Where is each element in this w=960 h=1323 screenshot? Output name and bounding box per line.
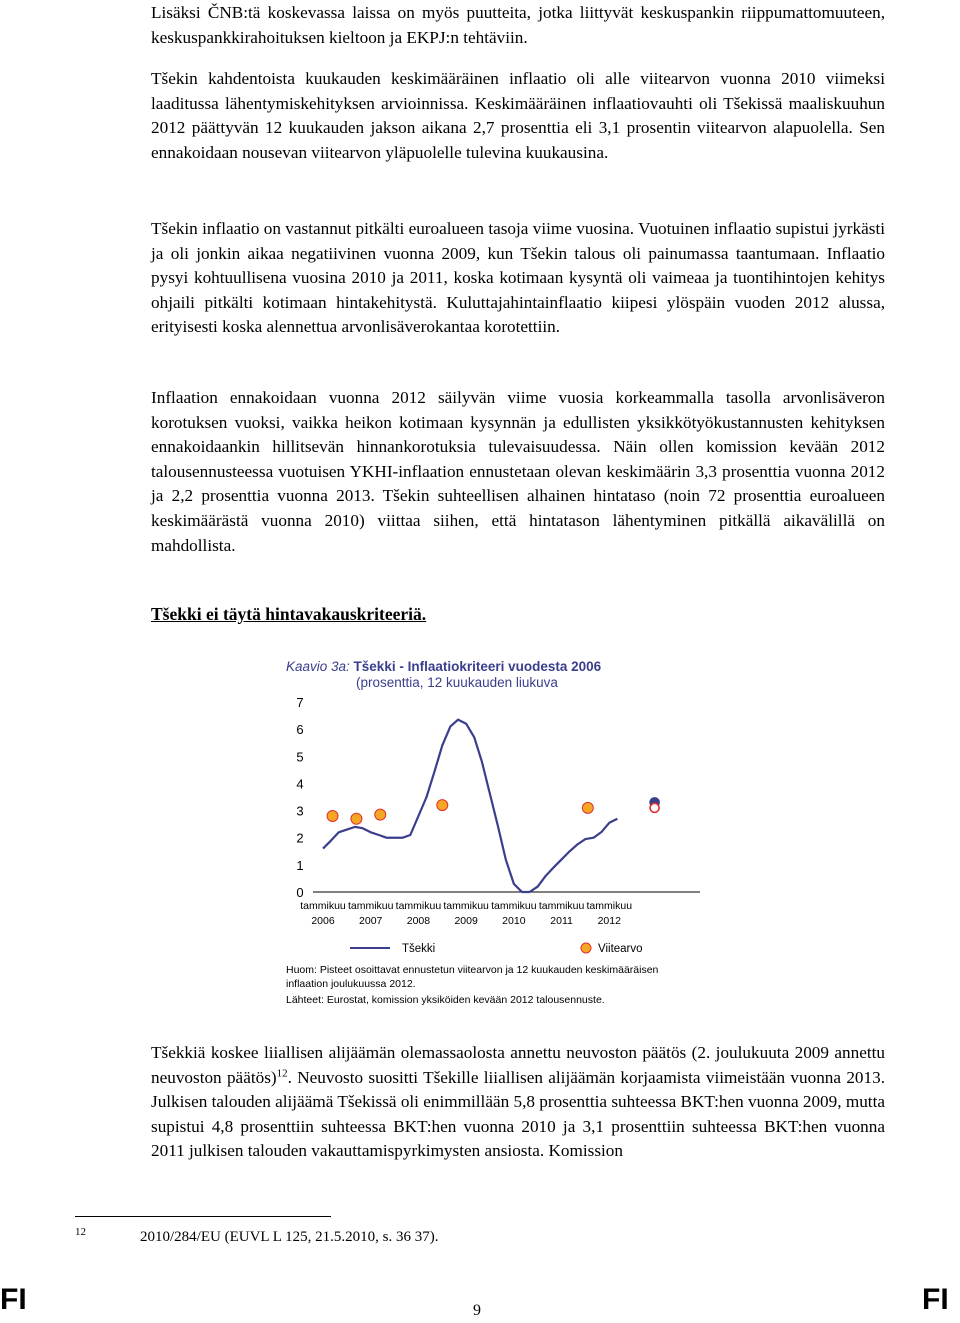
chart-svg xyxy=(280,656,700,1016)
x-tick-label: tammikuu xyxy=(300,900,346,912)
footnote-divider xyxy=(75,1216,331,1217)
x-tick-label: tammikuu xyxy=(586,900,633,912)
x-tick-label: tammikuu xyxy=(347,900,394,912)
page-number: 9 xyxy=(473,1302,481,1319)
x-tick-year: 2007 xyxy=(359,915,383,927)
paragraph-2: Tšekin kahdentoista kuukauden keskimääräinen inflaatio oli alle viitearvon vuonna 2010 viimeksi laaditussa lähentymiskehityksen arvioinnissa. Keskimääräinen inflaatiovauhti oli Tšekissä maaliskuuhun 2012 päättyvän 12 kuukauden jakson aikana 2,7 prosenttia eli 3,1 prosentin viitearvon alapuolella. Sen ennakoidaan nousevan viitearvon yläpuolelle tulevina kuukausina. xyxy=(151,69,885,162)
x-tick-year: 2006 xyxy=(311,915,335,927)
y-tick-label: 3 xyxy=(296,803,304,819)
reference-value-marker xyxy=(327,811,338,822)
language-code-right: FI xyxy=(922,1283,949,1316)
y-tick-label: 4 xyxy=(296,776,304,792)
y-tick-label: 6 xyxy=(296,722,304,738)
chart-subtitle: (prosenttia, 12 kuukauden liukuva xyxy=(356,675,558,690)
series-line-tsekki xyxy=(323,720,617,892)
chart-figure xyxy=(280,656,700,1016)
y-tick-label: 1 xyxy=(296,857,304,873)
chart-title-prefix: Kaavio 3a: xyxy=(286,659,354,674)
legend-label-viitearvo: Viitearvo xyxy=(598,943,643,955)
footnote-number: 12 xyxy=(75,1226,86,1238)
reference-value-marker xyxy=(582,802,593,813)
x-tick-year: 2012 xyxy=(597,915,621,927)
paragraph-5 xyxy=(151,1041,885,1164)
paragraph-3: Tšekin inflaatio on vastannut pitkälti euroalueen tasoja viime vuosina. Vuotuinen inflaatio supistui jyrkästi ja oli jonkin aikaa negatiivinen vuonna 2009, kun Tšekin talous oli painumassa taantumaan. Inflaatio pysyi kohtuullisena vuosina 2010 ja 2011, koska kotimaan kysyntä oli vaimeaa ja tuontihintojen kehitys ohjaili pitkälti kotimaan hintakehitystä. Kuluttajahintainflaatio kiipesi ylöspäin vuoden 2012 alussa, erityisesti koska alennettua arvonlisäverokantaa korotettiin. xyxy=(151,219,885,337)
chart-source: Lähteet: Eurostat, komission yksiköiden kevään 2012 talousennuste. xyxy=(286,994,605,1006)
paragraph-1: Lisäksi ČNB:tä koskevassa laissa on myös puutteita, jotka liittyvät keskuspankin riippumattomuuteen, keskuspankkirahoituksen kieltoon ja EKPJ:n tehtäviin. xyxy=(151,3,885,47)
x-tick-label: tammikuu xyxy=(395,900,442,912)
legend-marker-viitearvo xyxy=(581,943,591,953)
language-code-left: FI xyxy=(0,1283,27,1316)
paragraph-5-text-a: Tšekkiä koskee liiallisen alijäämän olemassaolosta annettu neuvoston päätös (2. joulukuuta 2009 annettu neuvoston päätös) xyxy=(151,1043,885,1087)
x-tick-label: tammikuu xyxy=(491,900,537,912)
paragraph-4: Inflaation ennakoidaan vuonna 2012 säilyvän viime vuosia korkeammalla tasolla arvonlisäveron korotuksen vuoksi, vaikka heikon kotimaan kysynnän ja edullisten yksikkötyökustannusten kehityksen ennakoidaankin hillitsevän hinnankorotuksia tulevaisuudessa. Näin ollen komission kevään 2012 talousennusteessa vuotuisen YKHI-inflaation ennustetaan olevan keskimäärin 3,3 prosenttia vuonna 2012 ja 2,2 prosenttia vuonna 2013. Tšekin suhteellisen alhainen hintataso (noin 72 prosenttia euroalueen keskimäärästä vuonna 2010) viittaa siihen, että hintatason lähentyminen pitkällä aikavälillä on mahdollista. xyxy=(151,388,885,555)
y-tick-label: 5 xyxy=(296,749,304,765)
paragraph-5-text-b: . Neuvosto suositti Tšekille liiallisen alijäämän korjaamista viimeistään vuonna 2013. Julkisen talouden alijäämä Tšekissä oli enimmillään 5,8 prosenttia suhteessa BKT:hen vuonna 2009, mutta supistui 4,8 prosenttiin suhteessa BKT:hen vuonna 2010 ja 3,1 prosenttiin suhteessa BKT:hen vuonna 2011 julkisen talouden vakauttamispyrkimysten ansiosta. Komission xyxy=(151,1067,885,1161)
footnote-text: 2010/284/EU (EUVL L 125, 21.5.2010, s. 36 37). xyxy=(140,1229,439,1245)
x-tick-year: 2008 xyxy=(406,915,431,927)
footnote-reference[interactable]: 12 xyxy=(276,1066,288,1079)
reference-value-marker xyxy=(351,813,362,824)
chart-note: Huom: Pisteet osoittavat ennustetun viitearvon ja 12 kuukauden keskimääräisen inflaation joulukuussa 2012. xyxy=(286,964,659,990)
forecast-marker xyxy=(650,803,659,812)
y-tick-label: 7 xyxy=(296,695,304,710)
reference-value-marker xyxy=(437,800,448,811)
chart-title-main: Tšekki - Inflaatiokriteeri vuodesta 2006 xyxy=(353,659,602,674)
legend-label-tsekki: Tšekki xyxy=(402,943,436,955)
x-tick-label: tammikuu xyxy=(443,900,489,912)
reference-value-marker xyxy=(375,809,386,820)
y-tick-label: 2 xyxy=(296,830,304,846)
x-tick-year: 2009 xyxy=(454,915,478,927)
x-tick-year: 2011 xyxy=(550,915,573,927)
y-tick-label: 0 xyxy=(296,885,304,900)
section-heading: Tšekki ei täytä hintavakauskriteeriä. xyxy=(151,604,427,624)
x-tick-year: 2010 xyxy=(502,915,526,927)
x-tick-label: tammikuu xyxy=(538,900,585,912)
